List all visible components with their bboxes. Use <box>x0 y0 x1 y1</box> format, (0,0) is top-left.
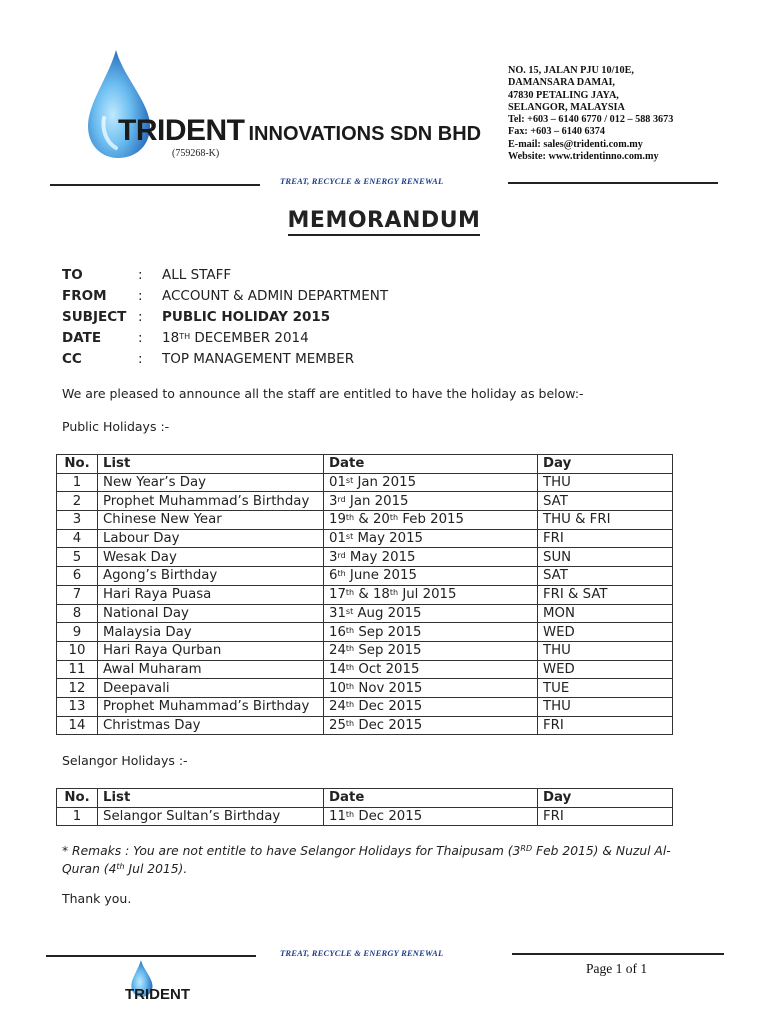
cell-date: 24th Sep 2015 <box>324 641 538 660</box>
selangor-holidays-table <box>56 788 673 826</box>
cell-no: 10 <box>57 641 98 660</box>
cell-date: 6th June 2015 <box>324 567 538 586</box>
cell-day: TUE <box>538 679 673 698</box>
table-row <box>57 660 673 679</box>
meta-to-value: ALL STAFF <box>162 267 232 283</box>
cell-date: 25th Dec 2015 <box>324 716 538 735</box>
company-name <box>118 114 481 148</box>
meta-date-value: 18TH DECEMBER 2014 <box>162 330 309 346</box>
header-tagline: TREAT, RECYCLE & ENERGY RENEWAL <box>280 176 444 186</box>
header-rule-left <box>50 184 260 186</box>
cell-day: SAT <box>538 492 673 511</box>
cell-day: WED <box>538 660 673 679</box>
table-row <box>57 641 673 660</box>
cell-list: Prophet Muhammad’s Birthday <box>98 697 324 716</box>
table-row <box>57 473 673 492</box>
cell-day: THU & FRI <box>538 511 673 530</box>
col-no-header: No. <box>57 455 98 474</box>
cell-list: Hari Raya Qurban <box>98 641 324 660</box>
col-day-header: Day <box>538 789 673 808</box>
meta-from-value: ACCOUNT & ADMIN DEPARTMENT <box>162 288 389 304</box>
footer-rule-left <box>46 955 256 957</box>
col-list-header: List <box>98 455 324 474</box>
cell-list: Selangor Sultan’s Birthday <box>98 807 324 826</box>
remark-note: * Remaks : You are not entitle to have Selangor Holidays for Thaipusam (3RD Feb 2015) & Nuzul Al-Quran (4th Jul 2015). <box>62 844 671 876</box>
cell-no: 2 <box>57 492 98 511</box>
cell-date: 01st May 2015 <box>324 529 538 548</box>
cell-no: 3 <box>57 511 98 530</box>
cell-no: 1 <box>57 807 98 826</box>
cell-no: 11 <box>57 660 98 679</box>
company-address <box>508 65 673 163</box>
table-row <box>57 511 673 530</box>
table-row <box>57 567 673 586</box>
cell-day: MON <box>538 604 673 623</box>
table-row <box>57 807 673 826</box>
cell-day: THU <box>538 473 673 492</box>
table-row <box>57 548 673 567</box>
cell-date: 17th & 18th Jul 2015 <box>324 585 538 604</box>
cell-no: 7 <box>57 585 98 604</box>
public-holidays-table <box>56 454 673 735</box>
table-row <box>57 623 673 642</box>
cell-no: 12 <box>57 679 98 698</box>
memo-title: MEMORANDUM <box>0 208 768 233</box>
cell-no: 14 <box>57 716 98 735</box>
cell-no: 5 <box>57 548 98 567</box>
cell-date: 01st Jan 2015 <box>324 473 538 492</box>
cell-list: New Year’s Day <box>98 473 324 492</box>
table-row <box>57 679 673 698</box>
selangor-holidays-heading: Selangor Holidays :- <box>62 753 188 768</box>
cell-date: 19th & 20th Feb 2015 <box>324 511 538 530</box>
cell-list: Hari Raya Puasa <box>98 585 324 604</box>
cell-date: 24th Dec 2015 <box>324 697 538 716</box>
public-holidays-body <box>57 473 673 735</box>
table-row <box>57 697 673 716</box>
intro-paragraph: We are pleased to announce all the staff are entitled to have the holiday as below:- <box>62 386 584 401</box>
meta-subject-label: SUBJECT <box>62 309 127 325</box>
cell-day: THU <box>538 641 673 660</box>
meta-date-label: DATE <box>62 330 102 346</box>
cell-no: 1 <box>57 473 98 492</box>
cell-list: Malaysia Day <box>98 623 324 642</box>
footer-logo-text: TRIDENT <box>125 986 190 1003</box>
cell-day: FRI & SAT <box>538 585 673 604</box>
company-reg-no: (759268-K) <box>172 148 220 159</box>
cell-day: WED <box>538 623 673 642</box>
cell-list: Prophet Muhammad’s Birthday <box>98 492 324 511</box>
cell-date: 3rd Jan 2015 <box>324 492 538 511</box>
public-holidays-heading: Public Holidays :- <box>62 419 170 434</box>
col-date-header: Date <box>324 789 538 808</box>
email-line: E-mail: sales@tridenti.com.my <box>508 138 643 150</box>
cell-date: 3rd May 2015 <box>324 548 538 567</box>
meta-cc-value: TOP MANAGEMENT MEMBER <box>162 351 355 367</box>
meta-subject-value: PUBLIC HOLIDAY 2015 <box>162 309 331 325</box>
table-header-row <box>57 455 673 474</box>
cell-list: Agong’s Birthday <box>98 567 324 586</box>
cell-no: 6 <box>57 567 98 586</box>
cell-list: Chinese New Year <box>98 511 324 530</box>
address-line: SELANGOR, MALAYSIA <box>508 101 625 113</box>
cell-list: National Day <box>98 604 324 623</box>
cell-no: 13 <box>57 697 98 716</box>
meta-to-label: TO <box>62 267 83 283</box>
footer-rule-right <box>512 953 724 955</box>
cell-day: FRI <box>538 529 673 548</box>
cell-list: Awal Muharam <box>98 660 324 679</box>
cell-list: Labour Day <box>98 529 324 548</box>
footer-tagline: TREAT, RECYCLE & ENERGY RENEWAL <box>280 948 444 958</box>
table-row <box>57 529 673 548</box>
col-list-header: List <box>98 789 324 808</box>
selangor-holidays-body <box>57 807 673 826</box>
fax-line: Fax: +603 – 6140 6374 <box>508 126 605 138</box>
company-name-rest: INNOVATIONS SDN BHD <box>248 123 482 145</box>
cell-date: 10th Nov 2015 <box>324 679 538 698</box>
col-no-header: No. <box>57 789 98 808</box>
cell-no: 8 <box>57 604 98 623</box>
address-line: DAMANSARA DAMAI, <box>508 77 615 89</box>
table-row <box>57 604 673 623</box>
website-line: Website: www.tridentinno.com.my <box>508 151 659 163</box>
cell-day: SAT <box>538 567 673 586</box>
col-date-header: Date <box>324 455 538 474</box>
cell-day: SUN <box>538 548 673 567</box>
header-rule-right <box>508 182 718 184</box>
cell-day: FRI <box>538 716 673 735</box>
table-header-row <box>57 789 673 808</box>
cell-date: 14th Oct 2015 <box>324 660 538 679</box>
meta-from-label: FROM <box>62 288 107 304</box>
table-row <box>57 716 673 735</box>
address-line: 47830 PETALING JAYA, <box>508 89 619 101</box>
page-number: Page 1 of 1 <box>586 961 648 976</box>
phone-line: Tel: +603 – 6140 6770 / 012 – 588 3673 <box>508 114 674 126</box>
table-row <box>57 492 673 511</box>
meta-cc-label: CC <box>62 351 82 367</box>
cell-list: Deepavali <box>98 679 324 698</box>
cell-no: 4 <box>57 529 98 548</box>
cell-list: Wesak Day <box>98 548 324 567</box>
address-line: NO. 15, JALAN PJU 10/10E, <box>508 65 634 76</box>
cell-date: 16th Sep 2015 <box>324 623 538 642</box>
cell-date: 11th Dec 2015 <box>324 807 538 826</box>
cell-day: THU <box>538 697 673 716</box>
cell-day: FRI <box>538 807 673 826</box>
cell-no: 9 <box>57 623 98 642</box>
company-name-main: TRIDENT <box>118 114 245 147</box>
thank-you: Thank you. <box>62 891 132 906</box>
col-day-header: Day <box>538 455 673 474</box>
cell-list: Christmas Day <box>98 716 324 735</box>
cell-date: 31st Aug 2015 <box>324 604 538 623</box>
table-row <box>57 585 673 604</box>
